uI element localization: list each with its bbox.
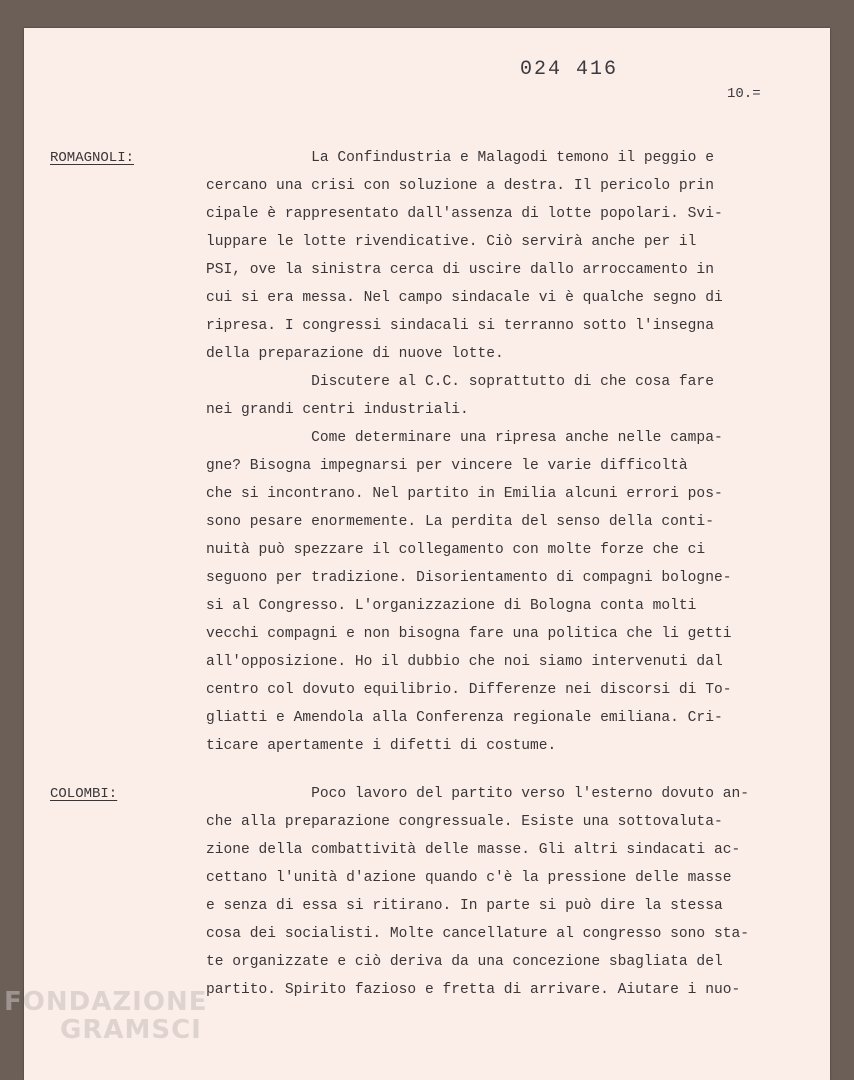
text-line: Come determinare una ripresa anche nelle campa-	[206, 430, 723, 446]
text-line: cipale è rappresentato dall'assenza di lotte popolari. Svi-	[206, 206, 723, 222]
document-page	[24, 28, 830, 1080]
text-line: che si incontrano. Nel partito in Emilia alcuni errori pos-	[206, 486, 723, 502]
text-line: cettano l'unità d'azione quando c'è la pressione delle masse	[206, 870, 732, 886]
speaker-colombi: COLOMBI:	[50, 786, 118, 802]
text-line: zione della combattività delle masse. Gli altri sindacati ac-	[206, 842, 741, 858]
text-line: cercano una crisi con soluzione a destra. Il pericolo prin	[206, 178, 714, 194]
text-line: sono pesare enormemente. La perdita del senso della conti-	[206, 514, 714, 530]
text-line: Poco lavoro del partito verso l'esterno dovuto an-	[206, 786, 749, 802]
text-line: te organizzate e ciò deriva da una concezione sbagliata del	[206, 954, 723, 970]
text-line: PSI, ove la sinistra cerca di uscire dallo arroccamento in	[206, 262, 714, 278]
text-line: seguono per tradizione. Disorientamento di compagni bologne-	[206, 570, 732, 586]
text-line: ripresa. I congressi sindacali si terranno sotto l'insegna	[206, 318, 714, 334]
text-line: e senza di essa si ritirano. In parte si può dire la stessa	[206, 898, 723, 914]
text-line: La Confindustria e Malagodi temono il peggio e	[206, 150, 714, 166]
text-line: vecchi compagni e non bisogna fare una politica che li getti	[206, 626, 732, 642]
page-number: 10.=	[727, 86, 761, 102]
text-line: partito. Spirito fazioso e fretta di arrivare. Aiutare i nuo-	[206, 982, 741, 998]
text-line: all'opposizione. Ho il dubbio che noi siamo intervenuti dal	[206, 654, 723, 670]
text-line: Discutere al C.C. soprattutto di che cosa fare	[206, 374, 714, 390]
text-line: della preparazione di nuove lotte.	[206, 346, 504, 362]
text-line: che alla preparazione congressuale. Esiste una sottovaluta-	[206, 814, 723, 830]
watermark-line-2: GRAMSCI	[60, 1015, 202, 1045]
text-line: si al Congresso. L'organizzazione di Bologna conta molti	[206, 598, 697, 614]
text-line: nei grandi centri industriali.	[206, 402, 469, 418]
text-line: luppare le lotte rivendicative. Ciò servirà anche per il	[206, 234, 697, 250]
text-line: cui si era messa. Nel campo sindacale vi è qualche segno di	[206, 290, 723, 306]
text-line: centro col dovuto equilibrio. Differenze nei discorsi di To-	[206, 682, 732, 698]
speaker-romagnoli: ROMAGNOLI:	[50, 150, 135, 166]
text-line: gne? Bisogna impegnarsi per vincere le varie difficoltà	[206, 458, 688, 474]
watermark-logo	[4, 988, 207, 1044]
text-line: cosa dei socialisti. Molte cancellature al congresso sono sta-	[206, 926, 749, 942]
archive-number: 024 416	[520, 58, 619, 81]
watermark-line-1: FONDAZIONE	[4, 987, 208, 1017]
text-line: gliatti e Amendola alla Conferenza regionale emiliana. Cri-	[206, 710, 723, 726]
text-line: nuità può spezzare il collegamento con molte forze che ci	[206, 542, 706, 558]
text-line: ticare apertamente i difetti di costume.	[206, 738, 557, 754]
